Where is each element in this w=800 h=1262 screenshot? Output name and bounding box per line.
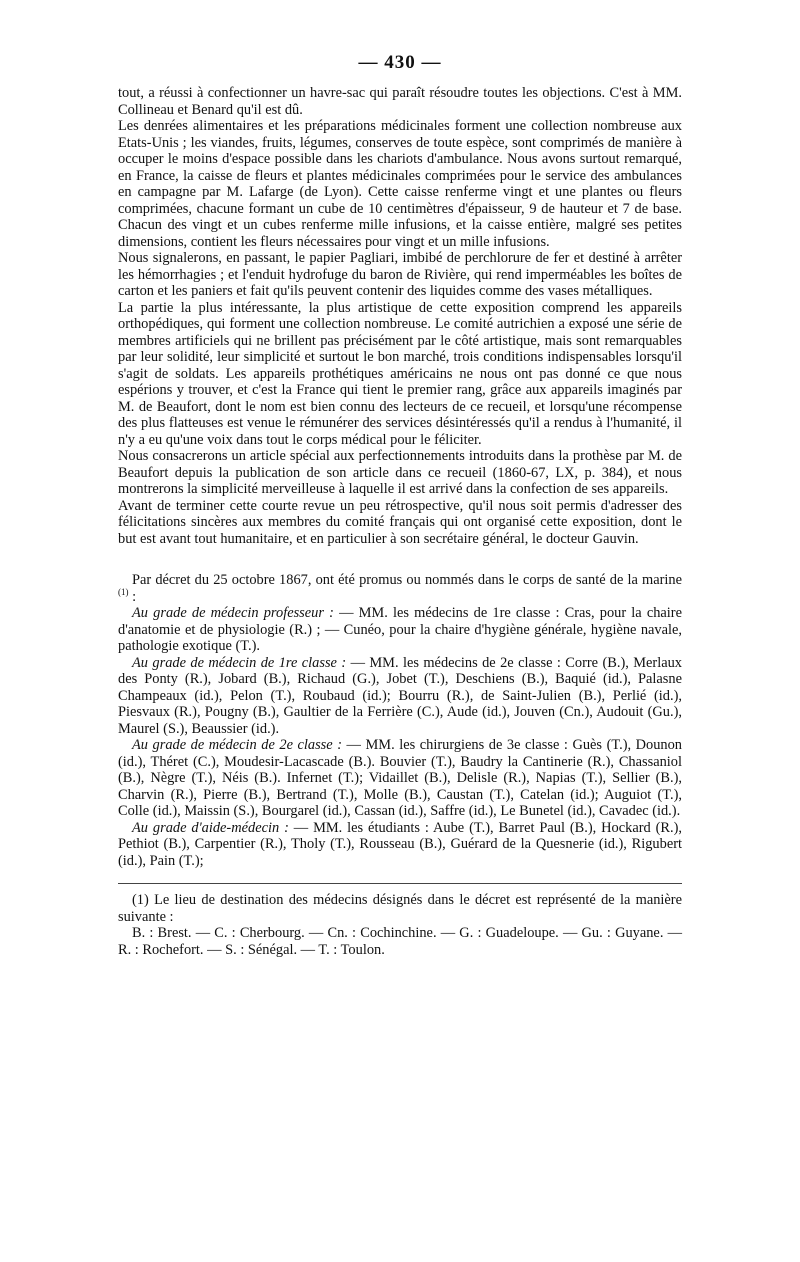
decree-group-first-class	[118, 655, 682, 738]
decree-group-second-class	[118, 737, 682, 820]
page-number: — 430 —	[358, 52, 442, 73]
footnote-text: (1) Le lieu de destination des médecins désignés dans le décret est représenté de la manière suivante :	[118, 892, 682, 925]
footnote-reference: (1)	[118, 586, 129, 597]
paragraph-food-medicinal: Les denrées alimentaires et les préparations médicinales forment une collection nombreuse aux Etats-Unis ; les viandes, fruits, légumes, conserves de toute espèce, sont comprimés de manière à occuper le moins d'espace possible dans les chariots d'ambulance. Nous avons surtout remarqué, en France, la caisse de fleurs et plantes médicinales comprimées pour le service des ambulances en campagne par M. Lafarge (de Lyon). Cette caisse renferme vingt et une plantes ou fleurs comprimées, chacune formant un cube de 10 centimètres d'épaisseur, 9 de hauteur et 7 de base. Chacun des vingt et un cubes renferme mille infusions, et la caisse entière, malgré ses petites dimensions, contient les fleurs nécessaires pour vingt et un mille infusions.	[118, 118, 682, 250]
decree-intro-text: Par décret du 25 octobre 1867, ont été promus ou nommés dans le corps de santé de la marine	[132, 572, 682, 588]
decree-intro-end: :	[128, 588, 137, 605]
paragraph-orthopedic: La partie la plus intéressante, la plus artistique de cette exposition comprend les appareils orthopédiques, qui forment une collection nombreuse. Le comité autrichien a exposé une série de membres artificiels qui ne brillent pas précisément par le côté artistique, mais sont remarquables par leur solidité, leur simplicité et surtout le bon marché, trois conditions indispensables lorsqu'il s'agit de soldats. Les appareils prothétiques américains ne nous ont pas donné ce que nous espérions y trouver, et c'est la France qui tient le premier rang, grâce aux appareils imaginés par M. de Beaufort, dont le nom est bien connu des lecteurs de ce recueil, et lorsqu'une récompense des plus flatteuses est venue le rémunérer des services désintéressés qu'il a rendus à l'humanité, il n'y a eu qu'une voix dans tout le corps médical pour le féliciter.	[118, 299, 682, 448]
decree-intro	[118, 572, 682, 605]
group-text: — MM. les chirurgiens de 3e classe : Guès (T.), Dounon (id.), Théret (C.), Moudesir-Lacascade (B.). Bouvier (T.), Baudry la Cantinerie (R.), Chassaniol (B.), Nègre (T.), Néis (B.). Infernet (T.); Vidaillet (B.), Delisle (R.), Napias (T.), Sellier (B.), Charvin (R.), Pierre (B.), Bertrand (T.), Molle (B.), Caustan (T.), Catelan (id.); Auguiot (T.), Colle (id.), Maissin (S.), Bourgarel (id.), Cassan (id.), Saffre (id.), Le Bunetel (id.), Cavadec (id.).	[118, 737, 682, 819]
decree-section	[118, 572, 682, 869]
decree-group-aide-medecin	[118, 820, 682, 870]
decree-group-professor	[118, 605, 682, 655]
footnote-abbreviations: B. : Brest. — C. : Cherbourg. — Cn. : Cochinchine. — G. : Guadeloupe. — Gu. : Guyane. — R. : Rochefort. — S. : Sénégal. — T. : Toulon.	[118, 925, 682, 958]
group-heading: Au grade de médecin de 2e classe :	[132, 737, 343, 753]
group-heading: Au grade d'aide-médecin :	[132, 819, 289, 836]
book-page	[118, 52, 682, 958]
group-heading: Au grade de médecin de 1re classe :	[132, 654, 347, 671]
paragraph-beaufort: Nous consacrerons un article spécial aux perfectionnements introduits dans la prothèse par M. de Beaufort depuis la publication de son article dans ce recueil (1860-67, LX, p. 384), et nous montrerons la simplicité merveilleuse à laquelle il est arrivé dans la confection de ses appareils.	[118, 448, 682, 497]
footnote-divider	[118, 883, 682, 884]
paragraph-continuation: tout, a réussi à confectionner un havre-sac qui paraît résoudre toutes les objections. C'est à MM. Collineau et Benard qu'il est dû.	[118, 85, 682, 118]
group-text: — MM. les étudiants : Aube (T.), Barret Paul (B.), Hockard (R.), Pethiot (B.), Carpentier (R.), Tholy (T.), Rousseau (B.), Guérard de la Quesnerie (id.), Rigubert (id.), Pain (T.);	[118, 819, 682, 869]
group-heading: Au grade de médecin professeur :	[132, 605, 334, 621]
article-body	[118, 85, 682, 547]
group-text: — MM. les médecins de 2e classe : Corre (B.), Merlaux des Ponty (R.), Jobard (B.), Richaud (G.), Jobet (T.), Deschiens (B.), Baquié (id.), Palasne Champeaux (id.), Pelon (T.), Roubaud (id.); Bourru (R.), de Saint-Julien (B.), Perlié (id.), Piesvaux (R.), Pougny (B.), Gaultier de la Ferrière (C.), Aude (id.), Jouven (Cn.), Audouit (Gu.), Maurel (S.), Beaussier (id.).	[118, 654, 682, 737]
paragraph-pagliari-paper: Nous signalerons, en passant, le papier Pagliari, imbibé de perchlorure de fer et destiné à arrêter les hémorrhagies ; et l'enduit hydrofuge du baron de Rivière, qui rend imperméables les boîtes de carton et les paniers et fait qu'ils peuvent contenir des liquides comme des vases métalliques.	[118, 250, 682, 299]
paragraph-conclusion: Avant de terminer cette courte revue un peu rétrospective, qu'il nous soit permis d'adresser des félicitations sincères aux membres du comité français qui ont organisé cette exposition, dont le but est avant tout humanitaire, et en particulier à son secrétaire général, le docteur Gauvin.	[118, 497, 682, 547]
group-text: — MM. les médecins de 1re classe : Cras, pour la chaire d'anatomie et de physiologie (R.) ; — Cunéo, pour la chaire d'hygiène générale, hygiène navale, pathologie exotique (T.).	[118, 605, 682, 654]
